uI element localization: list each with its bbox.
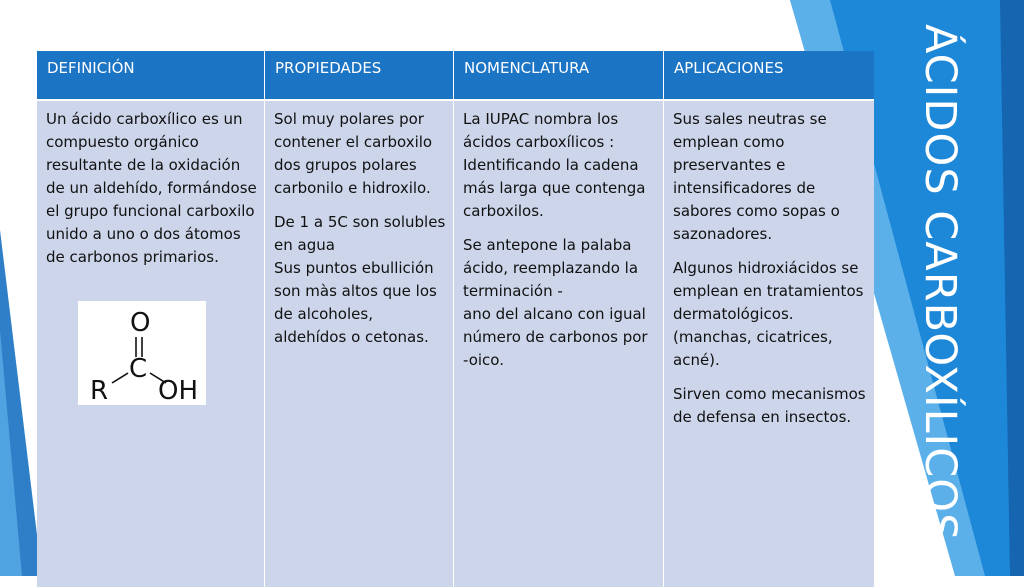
header-propiedades: PROPIEDADES bbox=[265, 51, 454, 101]
cell-definicion bbox=[37, 101, 265, 587]
header-aplicaciones: APLICACIONES bbox=[664, 51, 874, 101]
atom-c-center: C bbox=[129, 354, 148, 384]
header-nomenclatura: NOMENCLATURA bbox=[454, 51, 664, 101]
cell-nomenclatura bbox=[454, 101, 664, 587]
definicion-text: Un ácido carboxílico es un compuesto orgánico resultante de la oxidación de un aldehído, formándose el grupo funcional carboxilo unido a uno o dos átomos de carbonos primarios. bbox=[46, 110, 257, 266]
atom-o-top: O bbox=[130, 308, 151, 338]
header-definicion: DEFINICIÓN bbox=[37, 51, 265, 101]
aplicaciones-text-2: Algunos hidroxiácidos se emplean en tratamientos dermatológicos.(manchas, cicatrices, acné). bbox=[673, 259, 864, 369]
header-row bbox=[37, 51, 874, 101]
content-row bbox=[37, 101, 874, 587]
aplicaciones-text-3: Sirven como mecanismos de defensa en insectos. bbox=[673, 385, 866, 426]
cell-aplicaciones bbox=[664, 101, 874, 587]
slide-title: ÁCIDOS CARBOXÍLICOS bbox=[915, 24, 965, 542]
nomenclatura-text-2: Se antepone la palaba ácido, reemplazando la terminación - ano del alcano con igual número de carbonos por -oico. bbox=[463, 236, 648, 369]
cell-propiedades bbox=[265, 101, 454, 587]
group-oh: OH bbox=[158, 376, 199, 405]
aplicaciones-text-1: Sus sales neutras se emplean como preservantes e intensificadores de sabores como sopas o sazonadores. bbox=[673, 110, 840, 243]
bond-left bbox=[112, 373, 128, 383]
propiedades-text-2: De 1 a 5C son solubles en agua Sus puntos ebullición son màs altos que los de alcoholes, aldehídos o cetonas. bbox=[274, 213, 446, 346]
group-r: R bbox=[90, 376, 109, 405]
propiedades-text-1: Sol muy polares por contener el carboxilo dos grupos polares carbonilo e hidroxilo. bbox=[274, 110, 433, 197]
nomenclatura-text-1: La IUPAC nombra los ácidos carboxílicos : Identificando la cadena más larga que contenga carboxilos. bbox=[463, 110, 646, 220]
content-table bbox=[37, 51, 874, 587]
carboxyl-structure-diagram bbox=[78, 301, 206, 405]
